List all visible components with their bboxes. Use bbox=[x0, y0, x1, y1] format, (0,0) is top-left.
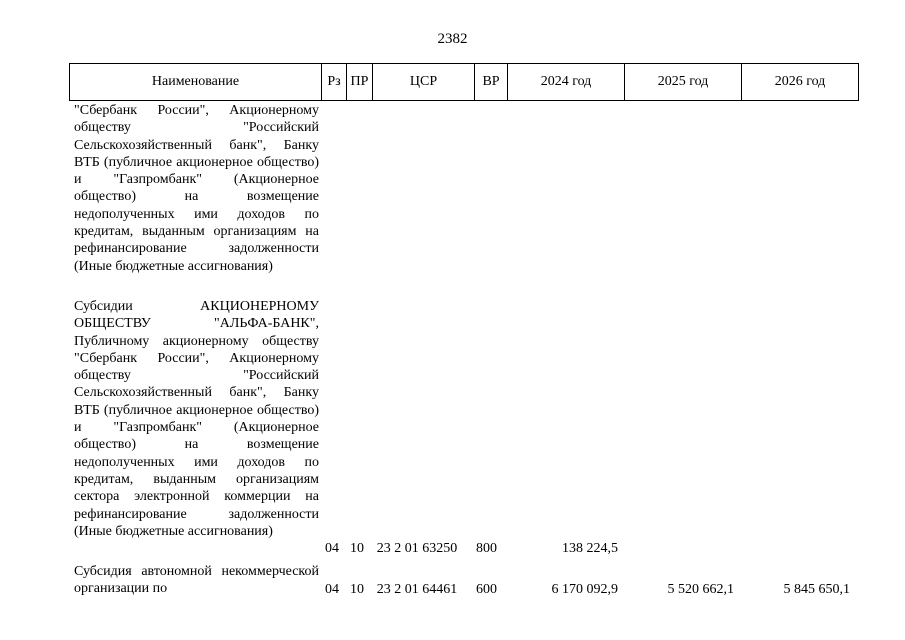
row-2025: 5 520 662,1 bbox=[667, 582, 734, 597]
row-2024: 6 170 092,9 bbox=[551, 582, 618, 597]
row-2026: 5 845 650,1 bbox=[783, 582, 850, 597]
row-rz: 04 bbox=[325, 541, 339, 556]
header-vr: ВР bbox=[475, 64, 508, 101]
header-csr: ЦСР bbox=[373, 64, 475, 101]
header-2024: 2024 год bbox=[508, 64, 625, 101]
table-header bbox=[69, 63, 859, 101]
header-name: Наименование bbox=[70, 64, 322, 101]
header-row bbox=[70, 64, 859, 101]
row-2024: 138 224,5 bbox=[562, 541, 618, 556]
header-2025: 2025 год bbox=[625, 64, 742, 101]
row-vr: 600 bbox=[476, 582, 497, 597]
row-rz: 04 bbox=[325, 582, 339, 597]
row-csr: 23 2 01 63250 bbox=[376, 541, 458, 556]
row-name-subsidy-ano: Субсидия автономной некоммерческой организации по bbox=[74, 564, 319, 597]
row-csr: 23 2 01 64461 bbox=[376, 582, 458, 597]
header-rz: Рз bbox=[322, 64, 347, 101]
row-vr: 800 bbox=[476, 541, 497, 556]
page-number: 2382 bbox=[437, 31, 468, 47]
row-name-continuation: "Сбербанк России", Акционерному обществу "Российский Сельскохозяйственный банк", Банку ВТБ (публичное акционерное общество) и "Газпромбанк" (Акционерное общество) на возмещение недополученных ими доходов по кредитам, выданным организациям на рефинансирование задолженности (Иные бюджетные ассигнования) bbox=[74, 103, 319, 274]
header-pr: ПР bbox=[347, 64, 373, 101]
row-pr: 10 bbox=[350, 582, 364, 597]
header-2026: 2026 год bbox=[742, 64, 859, 101]
row-name-subsidies-banks: Субсидии АКЦИОНЕРНОМУ ОБЩЕСТВУ "АЛЬФА-БАНК", Публичному акционерному обществу "Сбербанк России", Акционерному обществу "Российский Сельскохозяйственный банк", Банку ВТБ (публичное акционерное общество) и "Газпромбанк" (Акционерное общество) на возмещение недополученных ими доходов по кредитам, выданным организациям сектора электронной коммерции на рефинансирование задолженности (Иные бюджетные ассигнования) bbox=[74, 299, 319, 539]
row-pr: 10 bbox=[350, 541, 364, 556]
